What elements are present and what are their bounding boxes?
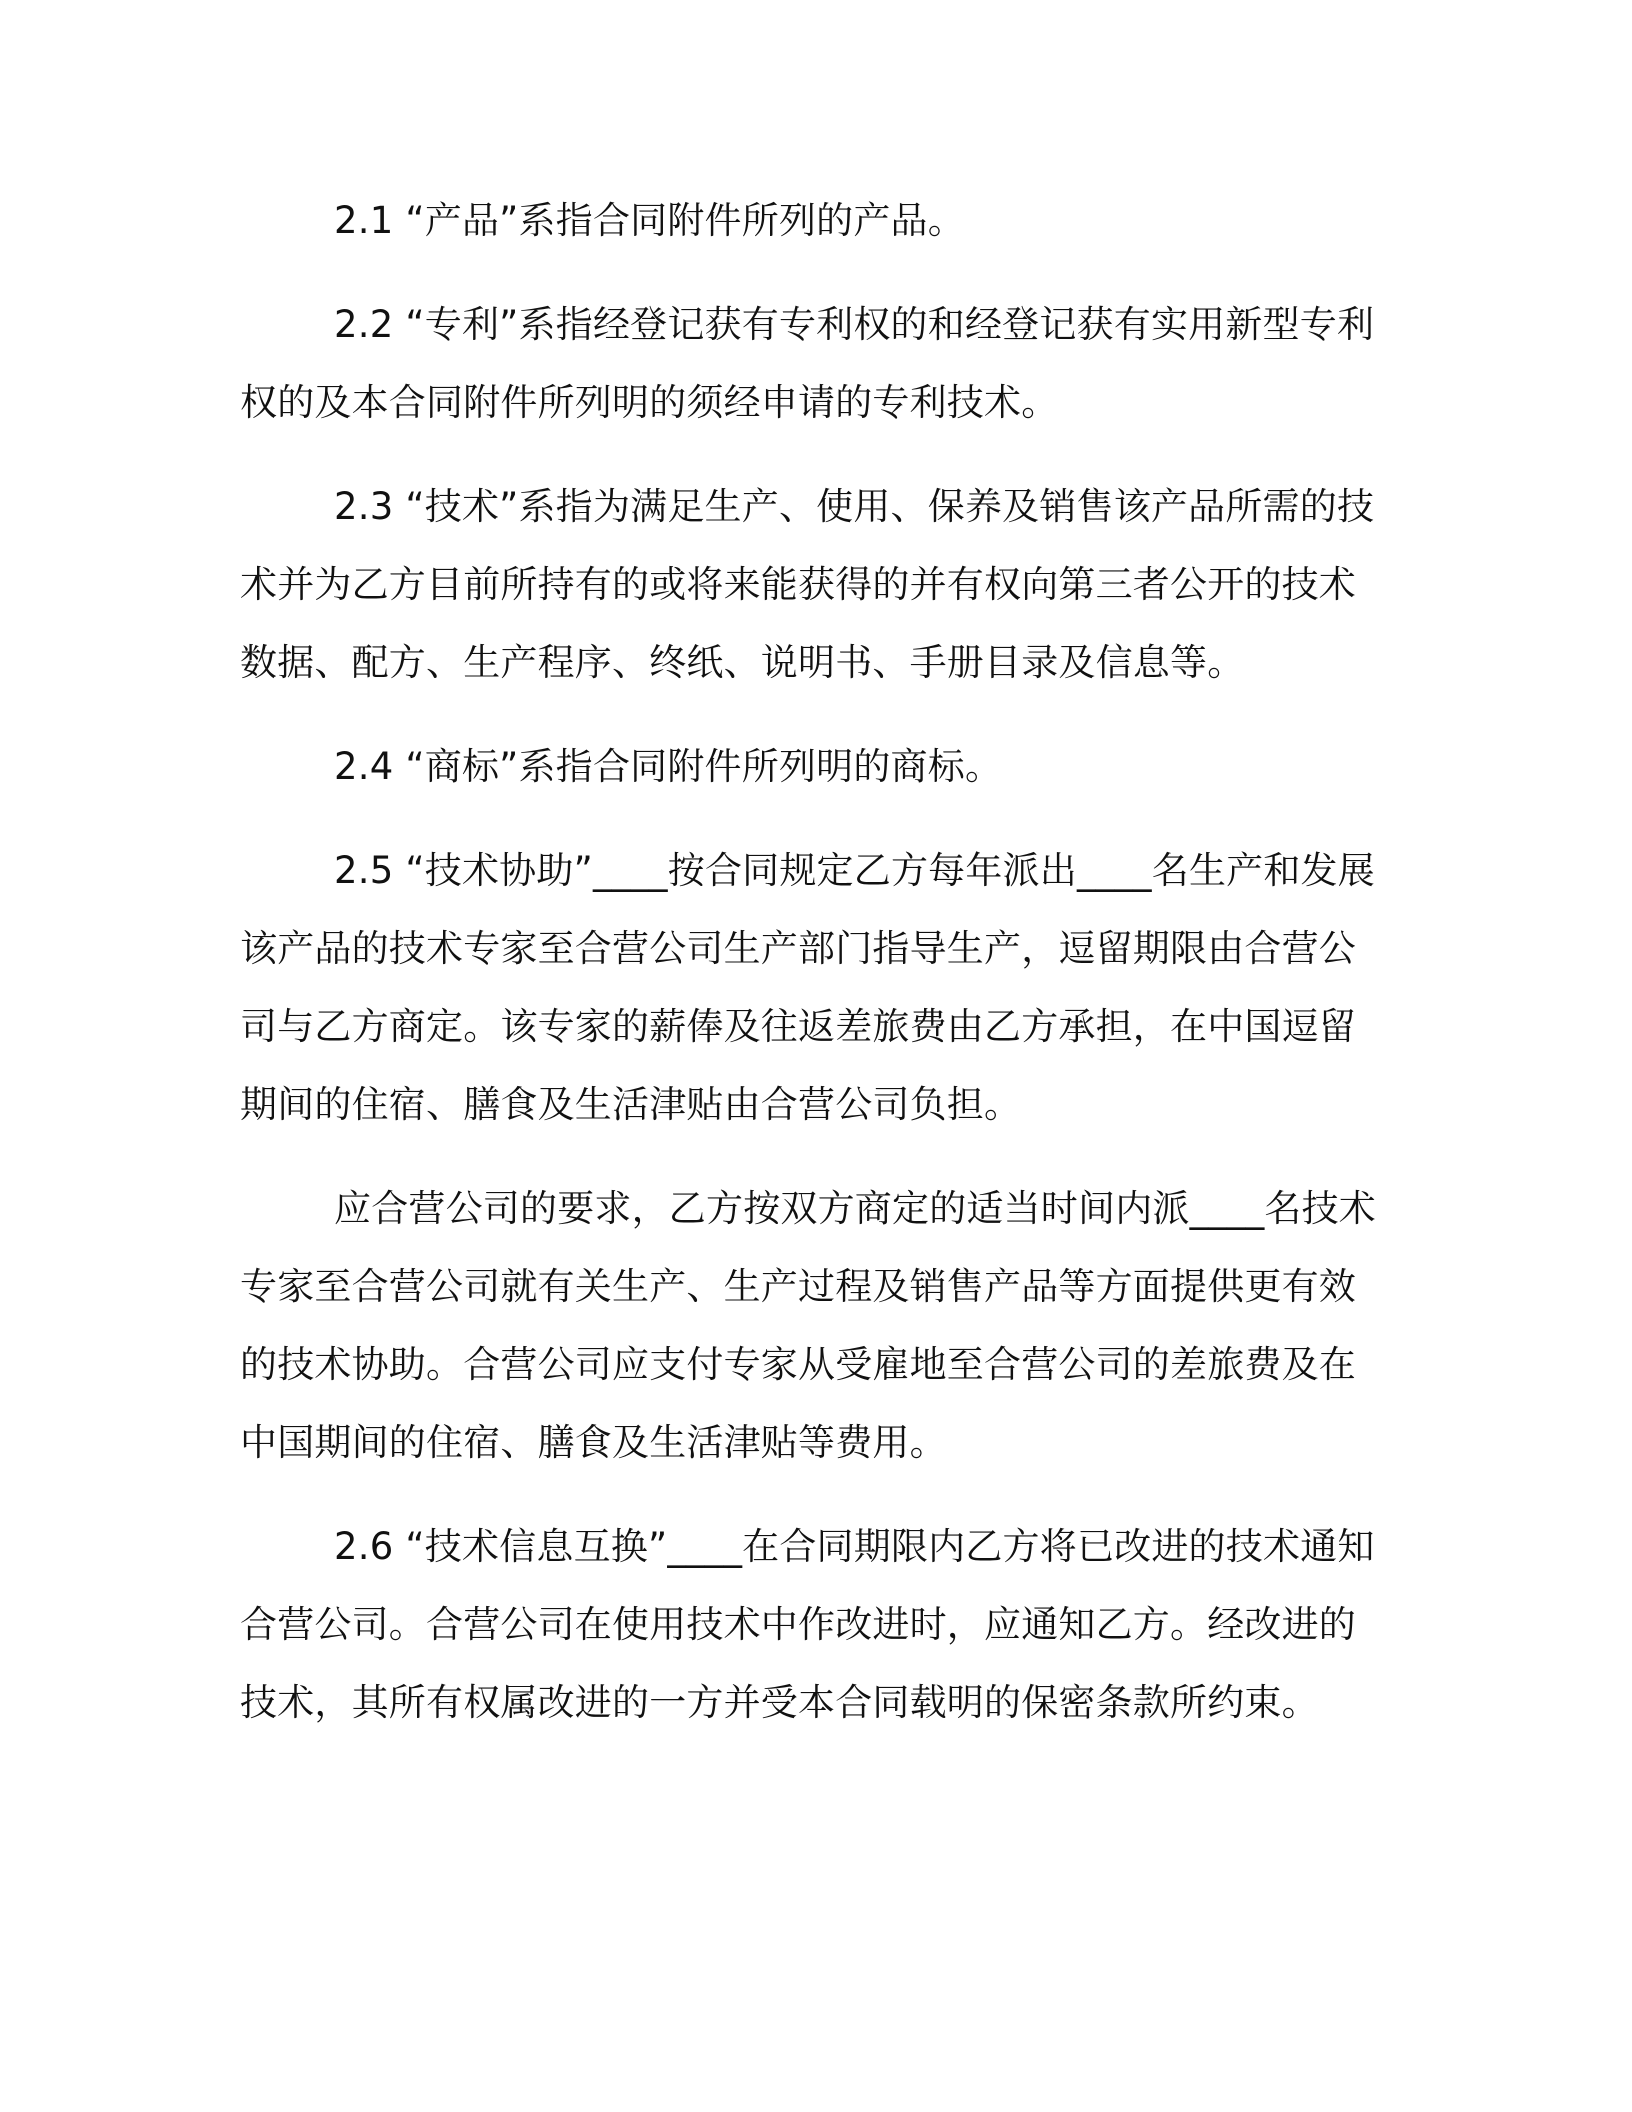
clause-2-2: 2.2 “专利”系指经登记获有专利权的和经登记获有实用新型专利权的及本合同附件所列明的须经申请的专利技术。: [240, 303, 1375, 424]
document-body: [240, 182, 1390, 1768]
clause-2-6: 2.6 “技术信息互换”____在合同期限内乙方将已改进的技术通知合营公司。合营公司在使用技术中作改进时，应通知乙方。经改进的技术，其所有权属改进的一方并受本合同载明的保密条款所约束。: [240, 1525, 1375, 1724]
clause-2-4: 2.4 “商标”系指合同附件所列明的商标。: [334, 745, 1003, 788]
clause-2-5-continued: 应合营公司的要求，乙方按双方商定的适当时间内派____名技术专家至合营公司就有关生产、生产过程及销售产品等方面提供更有效的技术协助。合营公司应支付专家从受雇地至合营公司的差旅费及在中国期间的住宿、膳食及生活津贴等费用。: [240, 1187, 1376, 1464]
clause-2-5: 2.5 “技术协助”____按合同规定乙方每年派出____名生产和发展该产品的技术专家至合营公司生产部门指导生产，逗留期限由合营公司与乙方商定。该专家的薪俸及往返差旅费由乙方承担，在中国逗留期间的住宿、膳食及生活津贴由合营公司负担。: [240, 849, 1375, 1126]
clause-2-3: 2.3 “技术”系指为满足生产、使用、保养及销售该产品所需的技术并为乙方目前所持有的或将来能获得的并有权向第三者公开的技术数据、配方、生产程序、终纸、说明书、手册目录及信息等。: [240, 485, 1375, 684]
clause-2-1: 2.1 “产品”系指合同附件所列的产品。: [334, 199, 965, 242]
